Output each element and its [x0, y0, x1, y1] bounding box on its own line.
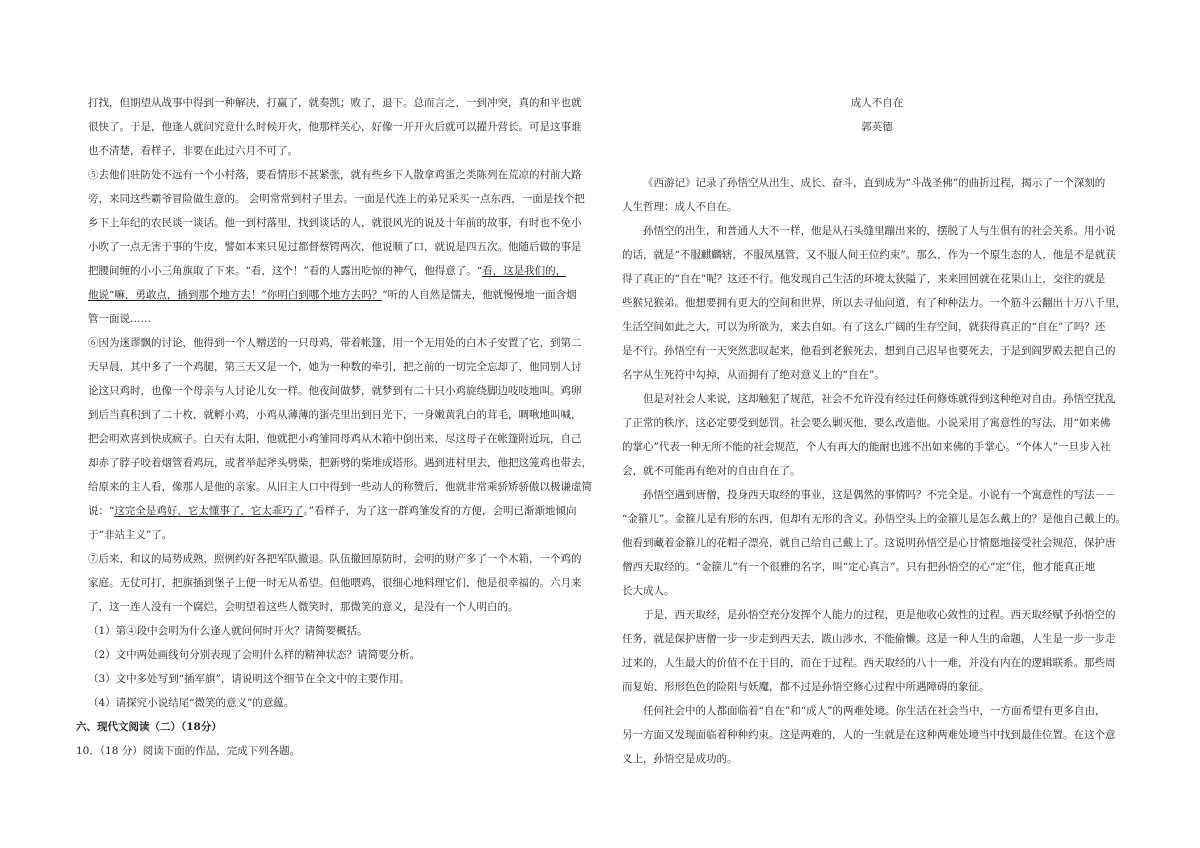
text-line: ⑤去他们驻防处不远有一个小村落，要看情形不甚紧张，就有些乡下人散拿鸡蛋之类陈列在荒凉的村前大路: [88, 169, 582, 181]
text-line: 却赤了脖子咬着烟管看鸡玩，或者举起斧头劈柴，把新劈的柴堆成塔形。遇到进村里去，他把这笼鸡也带去，: [88, 457, 592, 469]
section-heading: 六、现代文阅读（二）（18分）: [76, 721, 222, 733]
text-line: 过来的，人生最大的价值不在于目的，而在于过程。西天取经的八十一难，并没有内在的逻辑联系。那些周: [622, 657, 1116, 669]
text-line: 孙悟空遇到唐僧，投身西天取经的事业，这是偶然的事情吗？不完全是。小说有一个寓意性的写法－－: [643, 489, 1116, 501]
text-line: 任何社会中的人都面临着“自在”和“成人”的两难处境。你生活在社会当中，一方面希望有更多自由，: [643, 705, 1106, 717]
underlined-sentence: 他说“嘛，勇敢点，插到那个地方去！”你明白到哪个地方去吗？: [88, 289, 383, 301]
text-line: 但是对社会人来说，这却触犯了规范，社会不允许没有经过任何修炼就得到这种绝对自由。孙悟空扰乱: [643, 393, 1116, 405]
text-line: 得了真正的“自在”呢？这还不行。他发现自己生活的环境太狭隘了，来来回回就在花果山上，交往的就是: [622, 273, 1106, 285]
text-line: 他看到藏着金箍儿的花帽子漂亮，就自己给自己戴上了。这说明孙悟空是心甘情愿地接受社会规范，保护唐: [622, 537, 1116, 549]
text-line: 乡下上年纪的农民谈一谈话。他一到村落里，找到谈话的人，就很风光的说及十年前的故事，有时也不免小: [88, 217, 582, 229]
text-line: 《西游记》记录了孙悟空从出生、成长、奋斗，直到成为“斗战圣佛”的曲折过程，揭示了一个深刻的: [643, 177, 1106, 189]
text-line: ⑦后来，和议的局势成熟，照例约好各把军队撤退。队伍撤回原防时，会明的财产多了一个木箱，一个鸡的: [88, 553, 582, 565]
underlined-sentence: 这完全是鸡好，它太懂事了，它太乖巧了: [114, 505, 304, 517]
text-line: 另一方面又发现面临着种种约束。这是两难的，人的一生就是在这种两难处境当中找到最佳位置。在这个意: [622, 729, 1116, 741]
text-line: 些猴兄猴弟。他想要拥有更大的空间和世界，所以去寻仙问道，有了种种法力。一个筋斗云翻出十万八千里，: [622, 297, 1126, 309]
text-line: 了正常的秩序，这必定要受到惩罚。社会要么剿灭他，要么改造他。小说采用了寓意性的写法，用“如来佛: [622, 417, 1111, 429]
text-line: 任务，就是保护唐僧一步一步走到西天去，跋山涉水，不能偷懒。这是一种人生的命题，人生是一步一步走: [622, 633, 1116, 645]
text-line: 于是，西天取经，是孙悟空充分发挥个人能力的过程，更是他收心敛性的过程。西天取经赋予孙悟空的: [643, 609, 1116, 621]
text-line: 而复始、形形色色的险阻与妖魔，都不过是孙悟空修心过程中所遇障碍的象征。: [622, 681, 990, 693]
text-line: ⑥因为迷谬飘的讨论，他得到一个人赠送的一只母鸡，带着帐篷，用一个无用处的白木子安置了它，到第二: [88, 337, 582, 349]
text-line: 小吹了一点无害于事的牛皮，譬如本来只见过都督蔡锷两次，他说顺了口，就说是四五次。他随后做的事是: [88, 241, 582, 253]
text-line: 到后当真积到了二十枚，就孵小鸡，小鸡从薄薄的蛋壳里出到日光下，一身嫩黄乳白的茸毛，啁啾地叫喊，: [88, 409, 582, 421]
text-line: 打找，但期望从战事中得到一种解决，打赢了，就奏凯；败了，退下。总而言之，一到冲突，真的和平也就: [88, 97, 582, 109]
text-line: 于“非站主义”了。: [88, 529, 173, 541]
text-segment: ”听的人自然是懦夫，他就慢慢地一面含烟: [382, 289, 577, 301]
text-line: 给原来的主人看，像那人是他的亲家。从旧主人口中得到一些动人的称赞后，他就非常乘骄矫骄傲以极谦虚简: [88, 481, 592, 493]
text-line: 是不行。孙悟空有一天突然悲叹起来，他看到老猴死去，想到自己迟早也要死去，于是到阎罗殿去把自己的: [622, 345, 1116, 357]
text-line: 义上，孙悟空是成功的。: [622, 753, 738, 765]
text-segment: 把腰间缠的小小三角旗取了下来。“看，这个！”看的人露出吃惊的神气，他得意了。“: [88, 265, 483, 277]
text-line: 孙悟空的出生，和普通人大不一样，他是从石头缝里蹦出来的，摆脱了人与生俱有的社会关系。用小说: [643, 225, 1116, 237]
text-line: 的话，就是“不服麒麟辖，不服凤凰管，又不服人间王位约束”。那么，作为一个原生态的人，他是不是就获: [622, 249, 1116, 261]
text-line: [88, 288, 577, 302]
article-author: 郭英德: [861, 121, 893, 133]
question-item: （2）文中两处画线句分别表现了会明什么样的精神状态？请简要分析。: [88, 649, 421, 661]
text-line: 僧西天取经的。“金箍儿”有一个很雅的名字，叫“定心真言”。只有把孙悟空的心“定”住，他才能真正地: [622, 561, 1096, 573]
question-item: 10．（18 分）阅读下面的作品，完成下列各题。: [76, 745, 301, 757]
text-line: 天早晨，其中多了一个鸡腿，第三天又是一个，她为一种数的牵引，把之前的一切完全忘却了，他同别人讨: [88, 361, 582, 373]
text-line: 也不清楚，看样子，非要在此过六月不可了。: [88, 145, 298, 157]
text-line: 很快了。于是，他逢人就问究竟什么时候开火，他那样关心，好像一开开火后就可以擢升营长。可是这事谁: [88, 121, 582, 133]
text-line: 管一面说……: [88, 313, 151, 325]
text-line: [88, 264, 566, 278]
question-item: （3）文中多处写到“插军旗”，请说明这个细节在全文中的主要作用。: [88, 673, 410, 685]
text-line: 旁，来同这些霸爷冒险做生意的。 会明常常到村子里去。一面是代连上的弟兄采买一点东西，一面是找个把: [88, 193, 585, 205]
text-line: [88, 504, 577, 518]
text-line: 把会明欢喜到快成疯子。白天有太阳，他就把小鸡雏同母鸡从木箱中倒出来，尽这母子在帐篷附近玩，自己: [88, 433, 582, 445]
question-item: （4）请探究小说结尾“微笑的意义”的意蕴。: [88, 697, 295, 709]
article-title: 成人不自在: [850, 97, 904, 109]
text-line: 人生哲理：成人不自在。: [622, 201, 738, 213]
underlined-sentence: 看，这是我们的，: [482, 265, 567, 277]
text-line: 名字从生死符中勾掉，从而拥有了绝对意义上的“自在”。: [622, 369, 885, 381]
text-line: 会，就不可能再有绝对的自由自在了。: [622, 465, 801, 477]
text-segment: 说：“: [88, 505, 115, 517]
text-line: 长大成人。: [622, 585, 675, 597]
text-line: 论这只鸡时，也像一个母亲与人讨论儿女一样。他夜间做梦，就梦到有二十只小鸡旋绕脚边吱吱地叫。鸡卵: [88, 385, 582, 397]
text-line: 了，这一连人没有一个腐烂，会明望着这些人微笑时，那微笑的意义，是没有一个人明白的。: [88, 601, 519, 613]
text-line: 生活空间如此之大，可以为所欲为，来去自如。有了这么广阔的生存空间，就获得真正的“自在”了吗？还: [622, 321, 1106, 333]
text-line: 家庭。无仗可打，把旗插到堡子上便一时无从希望。但他喂鸡，很细心地料理它们，他是很幸福的。六月来: [88, 577, 582, 589]
text-line: 的掌心”代表一种无所不能的社会规范，个人有再大的能耐也逃不出如来佛的手掌心。“个体人”一旦步入社: [622, 441, 1111, 453]
question-item: （1）第④段中会明为什么逢人就问何时开火？请简要概括。: [88, 625, 368, 637]
text-segment: 。”看样子，为了这一群鸡雏发育的方便，会明已渐渐地倾向: [303, 505, 577, 517]
text-line: “金箍儿”。金箍儿是有形的东西，但却有无形的含义。孙悟空头上的金箍儿是怎么戴上的？是他自己戴上的。: [622, 513, 1127, 525]
